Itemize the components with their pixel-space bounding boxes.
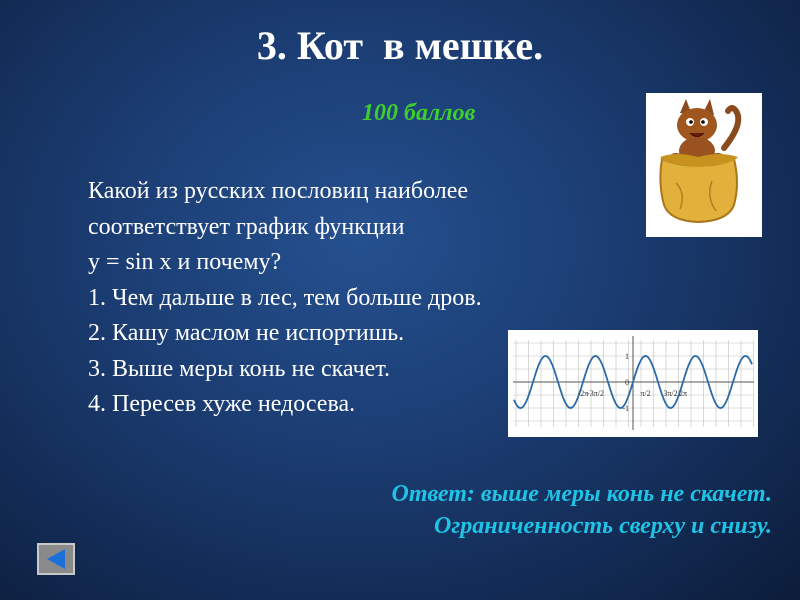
option-2: 2. Кашу маслом не испортишь. [88, 320, 405, 346]
x-tick-label: 2π [678, 389, 688, 398]
cat-in-sack-image [646, 93, 762, 237]
sine-graph [508, 330, 758, 437]
option-3: 3. Выше меры конь не скачет. [88, 355, 391, 382]
question-line: соответствует график функции [88, 213, 405, 240]
x-tick-label: -2π [577, 389, 589, 398]
slide-title: 3. Кот в мешке. [256, 23, 544, 68]
y-tick-label: -1 [622, 404, 629, 413]
answer-line-1: Ответ: выше меры конь не скачет. [391, 481, 772, 507]
option-4: 4. Пересев хуже недосева. [88, 391, 356, 417]
option-1: 1. Чем дальше в лес, тем больше дров. [88, 284, 482, 311]
answer-block [391, 478, 772, 542]
question-line: y = sin x и почему? [88, 249, 282, 275]
x-tick-label: 3π/2 [663, 389, 678, 398]
question-line: Какой из русских пословиц наиболее [88, 178, 469, 204]
back-button[interactable] [37, 543, 75, 575]
cat-in-sack-icon [646, 93, 762, 237]
y-tick-label: 0 [625, 378, 629, 387]
x-tick-label: π/2 [640, 389, 651, 398]
triangle-left-icon [39, 545, 73, 573]
answer-line-2: Ограниченность сверху и снизу. [434, 513, 772, 539]
x-tick-label: -3π/2 [587, 389, 604, 398]
y-tick-label: 1 [625, 352, 629, 361]
sine-graph-svg [508, 330, 758, 437]
points-label: 100 баллов [362, 100, 476, 126]
